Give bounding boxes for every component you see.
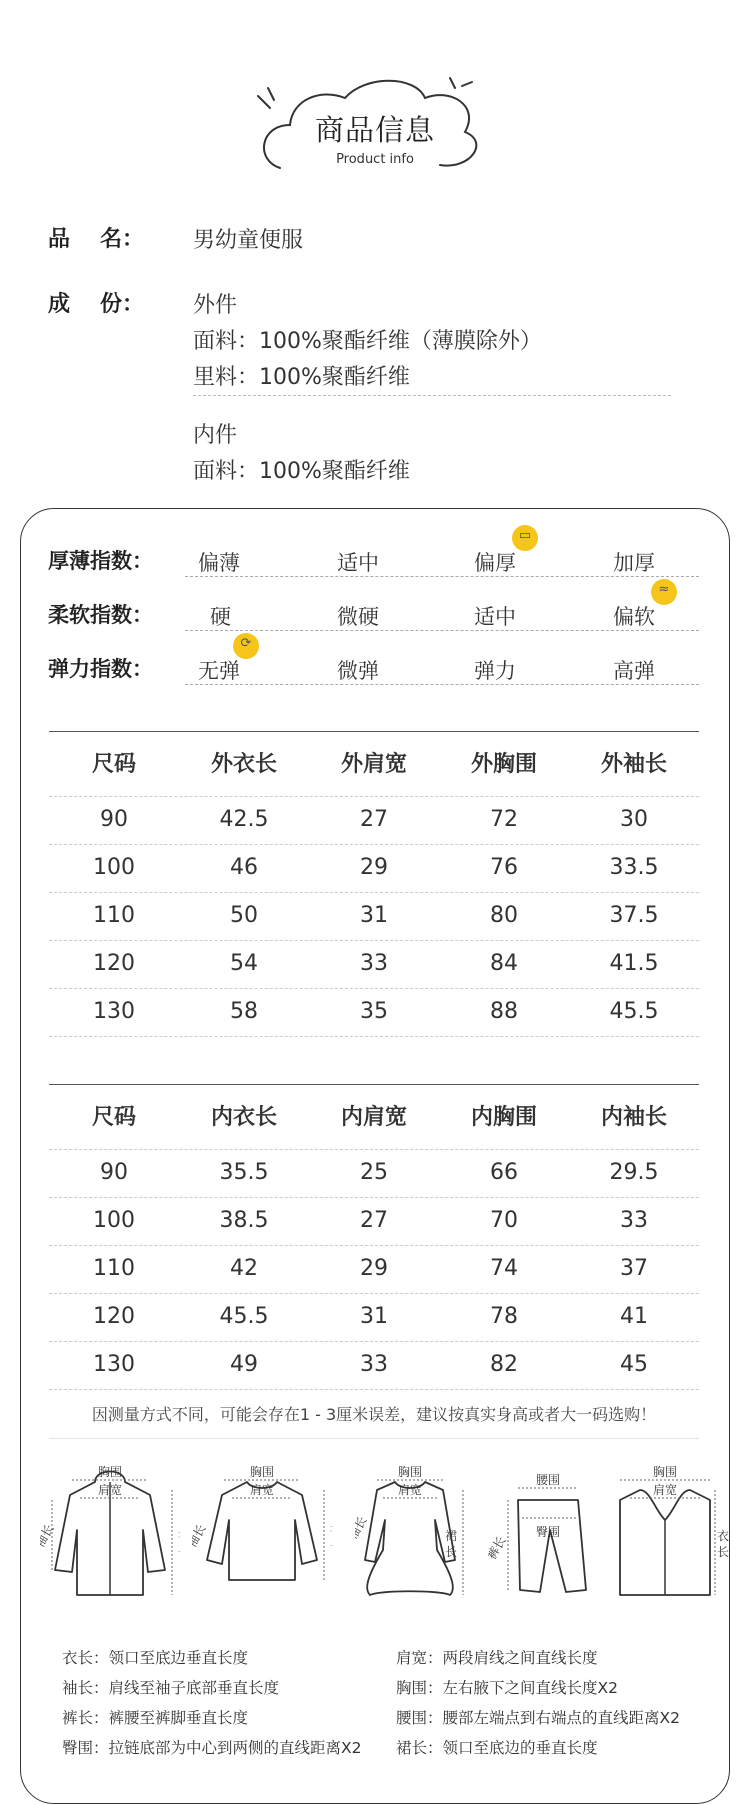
definition-item [396, 1646, 598, 1668]
length-label-bottom: 长 [717, 1545, 730, 1559]
table-cell: 33 [620, 1208, 648, 1233]
table-cell: 46 [230, 855, 258, 880]
definition-item [396, 1706, 680, 1728]
pants-length-label: 裤长 [488, 1534, 509, 1562]
table-cell: 31 [360, 903, 388, 928]
index-divider [185, 576, 699, 577]
index-option: 微硬 [337, 605, 379, 629]
row-divider [49, 892, 699, 893]
length-label-bottom [330, 1539, 332, 1553]
definition-desc: 领口至底边的垂直长度 [442, 1739, 598, 1757]
table-cell: 58 [230, 999, 258, 1024]
length-label-bottom [178, 1545, 180, 1559]
table-cell: 130 [93, 999, 135, 1024]
table-cell: 38.5 [219, 1208, 269, 1233]
table-cell: 29.5 [609, 1160, 659, 1185]
index-label: 弹力指数： [48, 657, 153, 681]
index-option: 加厚 [613, 551, 655, 575]
chest-label: 胸围 [652, 1465, 678, 1479]
index-option: 高弹 [613, 659, 655, 683]
table-cell: 45 [620, 1352, 648, 1377]
table-cell: 76 [490, 855, 518, 880]
row-divider [49, 988, 699, 989]
table-cell: 50 [230, 903, 258, 928]
table-cell: 42.5 [219, 807, 269, 832]
row-divider [49, 1293, 699, 1294]
definition-item [62, 1646, 248, 1668]
index-option: 无弹 [198, 659, 240, 683]
header-divider [49, 1149, 699, 1150]
definition-term: 胸围： [396, 1679, 443, 1697]
definition-item [62, 1676, 279, 1698]
table-cell: 70 [490, 1208, 518, 1233]
definition-desc: 领口至底边垂直长度 [108, 1649, 249, 1667]
definition-desc: 腰部左端点到右端点的直线距离X2 [442, 1709, 680, 1727]
page-title: 商品信息 [314, 113, 435, 147]
table-cell: 100 [93, 855, 135, 880]
index-option: 偏软 [613, 605, 655, 629]
row-divider [49, 1389, 699, 1390]
chest-label: 胸围 [249, 1465, 275, 1479]
table-cell: 110 [93, 903, 135, 928]
inner-title: 内件 [193, 423, 238, 448]
product-name: 男幼童便服 [193, 228, 304, 253]
column-header: 尺码 [91, 1105, 136, 1130]
column-header: 外衣长 [210, 752, 277, 777]
table-cell: 42 [230, 1256, 258, 1281]
definition-term: 腰围： [396, 1709, 443, 1727]
name-label [48, 222, 144, 253]
table-cell: 110 [93, 1256, 135, 1281]
table-cell: 100 [93, 1208, 135, 1233]
table-cell: 41.5 [609, 951, 659, 976]
shoulder-label: 肩宽 [249, 1483, 275, 1497]
row-divider [49, 940, 699, 941]
table-cell: 41 [620, 1304, 648, 1329]
table-top-rule [49, 731, 699, 732]
length-label-top [330, 1523, 332, 1537]
skirt-label-bottom: 长 [445, 1545, 458, 1559]
sleeve-label: 袖长 [40, 1522, 57, 1550]
index-option: 微弹 [337, 659, 379, 683]
selected-marker-glyph: ≈ [658, 582, 670, 597]
composition-label [48, 287, 144, 318]
index-option: 偏薄 [198, 551, 240, 575]
outer-title: 外件 [193, 293, 238, 318]
skirt-label-top: 裙 [445, 1529, 458, 1543]
shoulder-label: 肩宽 [652, 1483, 678, 1497]
table-cell: 37.5 [609, 903, 659, 928]
definition-item [396, 1676, 618, 1698]
chest-label: 胸围 [97, 1465, 123, 1479]
selected-marker-glyph: ▭ [518, 528, 532, 543]
definition-desc: 两段肩线之间直线长度 [442, 1649, 598, 1667]
index-divider [185, 684, 699, 685]
definition-item [62, 1706, 248, 1728]
selected-marker-glyph: ⟳ [240, 636, 252, 651]
definition-term: 衣长： [62, 1649, 109, 1667]
note-divider [49, 1438, 699, 1439]
table-cell: 27 [360, 807, 388, 832]
table-cell: 120 [93, 951, 135, 976]
table-cell: 74 [490, 1256, 518, 1281]
outer-fabric: 面料：100%聚酯纤维（薄膜除外） [193, 329, 542, 354]
definition-term: 臀围： [62, 1739, 109, 1757]
table-cell: 35 [360, 999, 388, 1024]
sleeve-label: 袖长 [192, 1522, 209, 1550]
measurement-note: 因测量方式不同，可能会存在1 - 3厘米误差，建议按真实身高或者大一码选购！ [91, 1405, 657, 1424]
table-cell: 45.5 [609, 999, 659, 1024]
definition-desc: 左右腋下之间直线长度X2 [442, 1679, 618, 1697]
shoulder-label: 肩宽 [97, 1483, 123, 1497]
length-label-top [178, 1529, 180, 1543]
table-cell: 37 [620, 1256, 648, 1281]
table-cell: 33.5 [609, 855, 659, 880]
column-header: 内胸围 [470, 1105, 537, 1130]
definition-item [62, 1736, 362, 1758]
outer-lining: 里料：100%聚酯纤维 [193, 365, 410, 390]
table-cell: 29 [360, 1256, 388, 1281]
column-header: 尺码 [91, 752, 136, 777]
index-option: 适中 [337, 551, 379, 575]
table-cell: 33 [360, 1352, 388, 1377]
hip-label: 臀围 [535, 1525, 561, 1539]
column-header: 内袖长 [600, 1105, 667, 1130]
inner-fabric: 面料：100%聚酯纤维 [193, 459, 410, 484]
index-label: 柔软指数： [48, 603, 153, 627]
shoulder-label: 肩宽 [397, 1483, 423, 1497]
column-header: 外肩宽 [340, 752, 407, 777]
thickness-icon [512, 525, 538, 551]
definition-term: 肩宽： [396, 1649, 443, 1667]
definition-item [396, 1736, 598, 1758]
definition-term: 袖长： [62, 1679, 109, 1697]
jacket-diagram [40, 1460, 180, 1614]
table-cell: 27 [360, 1208, 388, 1233]
sleeve-label: 袖长 [355, 1514, 370, 1542]
row-divider [49, 1341, 699, 1342]
composition-label-char: 份： [100, 292, 145, 317]
definition-desc: 拉链底部为中心到两侧的直线距离X2 [108, 1739, 362, 1757]
index-option: 硬 [210, 605, 231, 629]
table-cell: 78 [490, 1304, 518, 1329]
table-cell: 66 [490, 1160, 518, 1185]
table-cell: 90 [100, 1160, 128, 1185]
table-top-rule [49, 1084, 699, 1085]
table-cell: 88 [490, 999, 518, 1024]
table-cell: 35.5 [219, 1160, 269, 1185]
composition-label-char: 成 [48, 292, 71, 317]
column-header: 内肩宽 [340, 1105, 407, 1130]
index-option: 适中 [474, 605, 516, 629]
table-cell: 82 [490, 1352, 518, 1377]
waist-label: 腰围 [535, 1473, 561, 1487]
row-divider [49, 1245, 699, 1246]
index-label: 厚薄指数： [48, 549, 153, 573]
index-option: 偏厚 [474, 551, 516, 575]
index-option: 弹力 [474, 659, 516, 683]
table-cell: 80 [490, 903, 518, 928]
chest-label: 胸围 [397, 1465, 423, 1479]
table-cell: 49 [230, 1352, 258, 1377]
table-cell: 45.5 [219, 1304, 269, 1329]
stretch-icon [233, 633, 259, 659]
table-cell: 25 [360, 1160, 388, 1185]
definition-term: 裤长： [62, 1709, 109, 1727]
column-header: 外胸围 [470, 752, 537, 777]
length-label-top: 衣 [717, 1529, 730, 1543]
header-divider [49, 796, 699, 797]
table-cell: 29 [360, 855, 388, 880]
column-header: 外袖长 [600, 752, 667, 777]
table-cell: 54 [230, 951, 258, 976]
definition-term: 裙长： [396, 1739, 443, 1757]
pants-diagram [488, 1460, 598, 1614]
definition-desc: 肩线至袖子底部垂直长度 [108, 1679, 280, 1697]
table-cell: 120 [93, 1304, 135, 1329]
softness-icon [651, 579, 677, 605]
table-cell: 72 [490, 807, 518, 832]
table-cell: 30 [620, 807, 648, 832]
page-subtitle: Product info [336, 152, 414, 167]
info-divider [193, 395, 671, 396]
table-cell: 33 [360, 951, 388, 976]
column-header: 内衣长 [210, 1105, 277, 1130]
table-cell: 84 [490, 951, 518, 976]
name-label-char: 品 [48, 227, 71, 252]
sweater-diagram [192, 1460, 332, 1614]
definition-desc: 裤腰至裤脚垂直长度 [108, 1709, 249, 1727]
row-divider [49, 1197, 699, 1198]
name-label-char: 名： [100, 227, 145, 252]
index-divider [185, 630, 699, 631]
row-divider [49, 844, 699, 845]
table-cell: 31 [360, 1304, 388, 1329]
vest-diagram [615, 1460, 730, 1614]
table-cell: 90 [100, 807, 128, 832]
table-cell: 130 [93, 1352, 135, 1377]
section-header [250, 70, 500, 180]
dress-diagram [355, 1460, 470, 1614]
row-divider [49, 1036, 699, 1037]
